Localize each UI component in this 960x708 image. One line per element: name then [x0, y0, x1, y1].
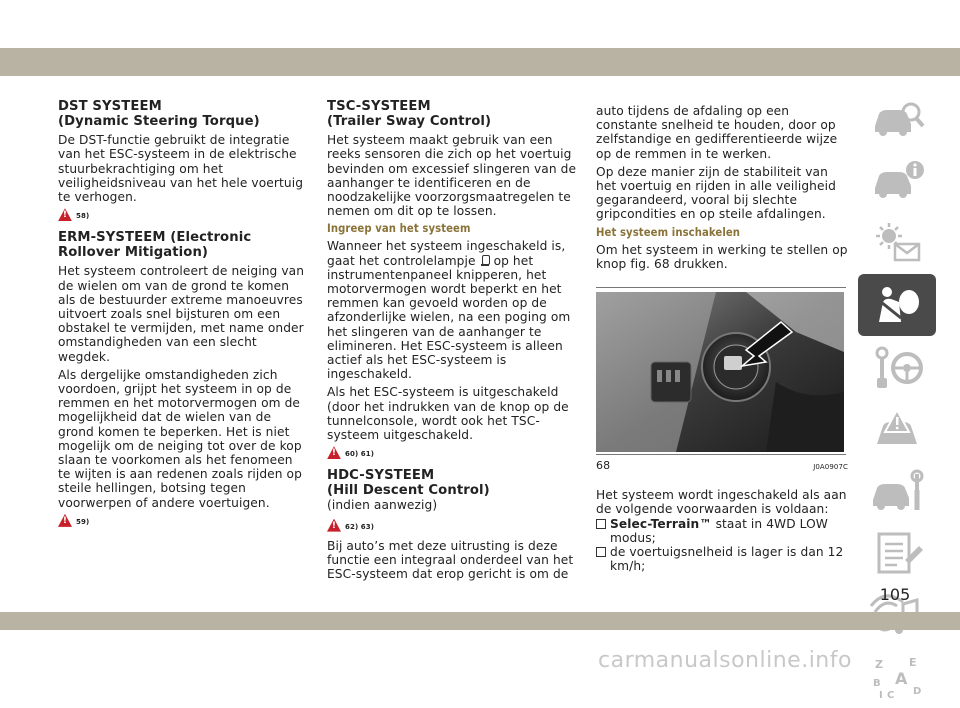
- figure-68: [596, 287, 846, 455]
- hdc-button-photo: [596, 292, 844, 452]
- index-icon: [869, 654, 925, 700]
- warning-triangle-icon: [58, 514, 72, 527]
- car-info-icon: [869, 158, 925, 204]
- condition-1-rest: staat in 4WD LOW modus;: [610, 516, 828, 545]
- car-maintenance-icon: [869, 468, 925, 514]
- svg-text:I: I: [879, 690, 883, 701]
- activate-subheading: Het systeem inschakelen: [596, 225, 741, 239]
- tab-safety[interactable]: [858, 274, 936, 336]
- warning-reference[interactable]: 62) 63): [345, 522, 375, 531]
- car-magnifier-icon: [869, 96, 925, 142]
- warning-reference[interactable]: 60) 61): [345, 450, 375, 459]
- hdc-warning: [327, 519, 577, 532]
- figure-code: J0A0907C: [813, 463, 848, 472]
- erm-heading-line-2: Rollover Mitigation): [58, 244, 209, 260]
- condition-2-text: de voertuigsnelheid is lager is dan 12 km/h;: [610, 545, 844, 574]
- tsc-heading-line-1: TSC-SYSTEEM: [327, 99, 431, 114]
- column-1: [58, 100, 308, 534]
- tsc-paragraph: Het systeem maakt gebruik van een reeks sensoren die zich op het voertuig bevinden om excessief slingeren van de aanhanger te identificeren en de noodzakelijke voorzorgsmaatregelen te nemen om dit op te lossen.: [327, 133, 577, 219]
- warning-reference[interactable]: 58): [76, 212, 90, 221]
- erm-paragraph-1: Het systeem controleert de neiging van de wielen om van de grond te komen als de bestuurder extreme manoeuvres uitvoert zoals snel bijsturen om een obstakel te vermijden, met name onder omstandigheden van een slecht wegdek.: [58, 264, 305, 364]
- condition-item-2: [596, 545, 848, 573]
- hdc-heading-line-2: (Hill Descent Control): [327, 482, 490, 498]
- tab-index[interactable]: [858, 646, 936, 708]
- svg-text:Z: Z: [875, 658, 883, 671]
- dst-paragraph: De DST-functie gebruikt de integratie van het ESC-systeem in de elektrische stuurbekrachtiging om het veiligheidsniveau van het hele voertuig te verhogen.: [58, 133, 304, 204]
- svg-text:B: B: [873, 678, 881, 689]
- hdc-heading: [327, 469, 577, 498]
- hdc-continued-paragraph-2: Op deze manier zijn de stabiliteit van het voertuig en rijden in alle veiligheid gegarandeerd, vooral bij slechte gripcondities en op steile afdalingen.: [596, 164, 836, 222]
- svg-text:A: A: [895, 669, 908, 688]
- tsc-heading: [327, 100, 577, 129]
- tsc-intervene-text-a: Wanneer het systeem ingeschakeld is, gaat het controlelampje: [327, 239, 566, 268]
- tab-warning-lights[interactable]: [858, 212, 936, 274]
- column-2: [327, 100, 577, 585]
- tab-getting-to-know-vehicle[interactable]: [858, 88, 936, 150]
- condition-item-1: [596, 517, 848, 545]
- warning-triangle-icon: [327, 446, 341, 459]
- trailer-sway-warning-light-icon: [481, 255, 489, 266]
- checkbox-bullet-icon: [596, 519, 606, 529]
- bottom-band: [0, 612, 960, 630]
- hdc-heading-line-1: HDC-SYSTEEM: [327, 468, 435, 484]
- conditions-intro: Het systeem wordt ingeschakeld als aan de volgende voorwaarden is voldaan:: [596, 488, 847, 517]
- warning-triangle-icon: [327, 519, 341, 532]
- checkbox-bullet-icon: [596, 547, 606, 557]
- erm-paragraph-2: Als dergelijke omstandigheden zich voordoen, grijpt het systeem in op de remmen en het motorvermogen om de mogelijkheid dat de wielen van de grond komen te beperken. Het is niet mogelijk om de neiging tot over de kop slaan te voorkomen als het fenomeen te wijten is aan redenen zoals rijden op steile hellingen, botsing tegen voorwerpen of andere voertuigen.: [58, 367, 302, 510]
- watermark: carmanualsonline.info: [598, 648, 852, 673]
- dst-heading-line-1: DST SYSTEEM: [58, 99, 162, 114]
- tab-emergency[interactable]: [858, 398, 936, 460]
- column-3: [596, 104, 848, 573]
- erm-heading-line-1: ERM-SYSTEEM (Electronic: [58, 230, 252, 246]
- hdc-continued-paragraph-1: auto tijdens de afdaling op een constante snelheid te houden, door op zelfstandige en gedifferentieerde wijze op de remmen in te werken.: [596, 104, 838, 161]
- page-number: 105: [879, 585, 911, 604]
- console-illustration: [596, 292, 844, 452]
- svg-text:C: C: [887, 690, 895, 701]
- seatbelt-airbag-icon: [869, 282, 925, 328]
- car-breakdown-icon: [869, 406, 925, 452]
- condition-1-bold: Selec-Terrain™: [610, 516, 712, 531]
- hdc-note: (indien aanwezig): [327, 498, 438, 513]
- erm-heading: [58, 231, 308, 260]
- tsc-intervene-paragraph: [327, 239, 577, 381]
- dst-heading-line-2: (Dynamic Steering Torque): [58, 113, 260, 129]
- technical-data-icon: [869, 530, 925, 576]
- tab-servicing[interactable]: [858, 460, 936, 522]
- key-steering-wheel-icon: [869, 344, 925, 390]
- figure-caption: [596, 459, 848, 474]
- tsc-subheading: Ingreep van het systeem: [327, 222, 471, 236]
- tsc-heading-line-2: (Trailer Sway Control): [327, 113, 492, 129]
- tab-technical-specifications[interactable]: [858, 522, 936, 584]
- figure-number: 68: [596, 459, 611, 473]
- activate-paragraph: Om het systeem in werking te stellen op knop fig. 68 drukken.: [596, 242, 848, 271]
- erm-warning: [58, 514, 308, 527]
- tab-starting-driving[interactable]: [858, 336, 936, 398]
- tsc-disabled-paragraph: Als het ESC-systeem is uitgeschakeld (door het indrukken van de knop op de tunnelconsole, wordt ook het TSC-systeem uitgeschakeld.: [327, 385, 569, 443]
- hdc-paragraph: Bij auto’s met deze uitrusting is deze functie een integraal onderdeel van het ESC-systeem dat erop gericht is om de: [327, 538, 574, 582]
- tsc-intervene-text-b: op het instrumentenpaneel knipperen, het motorvermogen wordt beperkt en het remmen kan gevoeld worden op de afzonderlijke wielen, na een poging om het slingeren van de aanhanger te elimineren. Het ESC-systeem is alleen actief als het ESC-systeem is ingeschakeld.: [327, 253, 571, 382]
- warning-triangle-icon: [58, 208, 72, 221]
- condition-1-text: [610, 517, 848, 545]
- dst-heading: [58, 100, 308, 129]
- tsc-warning: [327, 446, 577, 459]
- svg-text:E: E: [909, 656, 917, 669]
- warning-reference[interactable]: 59): [76, 517, 90, 526]
- top-band: [0, 48, 960, 76]
- warning-light-message-icon: [869, 220, 925, 266]
- tab-instrument-panel[interactable]: [858, 150, 936, 212]
- dst-warning: [58, 208, 308, 221]
- svg-text:D: D: [913, 686, 922, 697]
